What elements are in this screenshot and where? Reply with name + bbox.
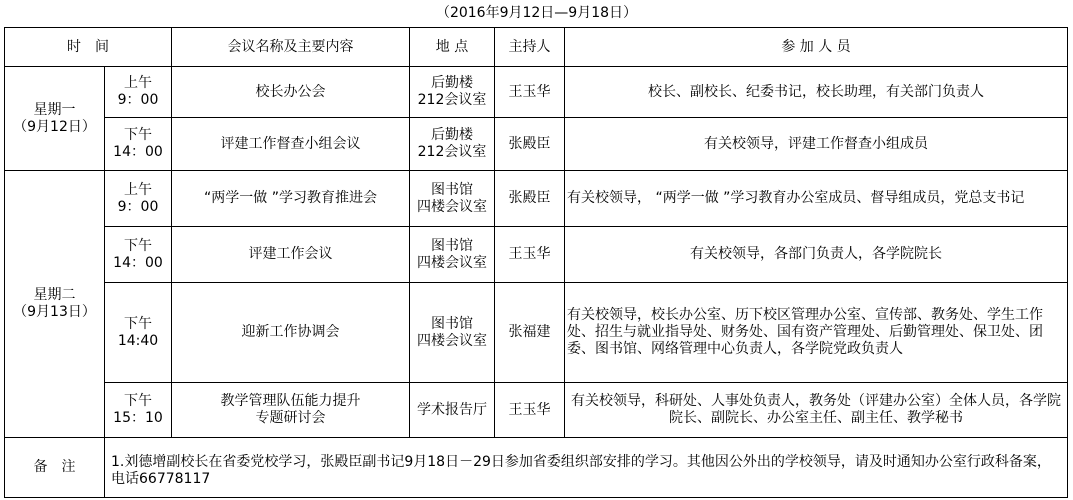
- meeting-name-cell: [172, 383, 410, 438]
- location-cell: [410, 283, 495, 383]
- header-time: 时 间: [5, 28, 172, 67]
- period-label: 下午: [124, 393, 152, 409]
- day-cell-monday: [5, 67, 105, 171]
- location-line: 212会议室: [417, 92, 487, 108]
- notes-text: 1.刘德增副校长在省委党校学习，张殿臣副书记9月18日－29日参加省委组织部安排的学习。其他因公外出的学校领导，请及时通知办公室行政科备案，电话66778117: [105, 438, 1068, 498]
- meeting-name: 评建工作会议: [172, 227, 410, 283]
- location-line: 四楼会议室: [417, 254, 487, 271]
- host-name: 张殿臣: [495, 118, 565, 171]
- table-row: [5, 383, 1068, 438]
- table-row: [5, 283, 1068, 383]
- host-name: 王玉华: [495, 67, 565, 118]
- period-label: 下午: [124, 237, 152, 254]
- header-meeting: 会议名称及主要内容: [172, 28, 410, 67]
- time-cell: [105, 383, 172, 438]
- host-name: 张福建: [495, 283, 565, 383]
- participants-cell: 校长、副校长、纪委书记，校长助理，有关部门负责人: [565, 67, 1068, 118]
- header-row: [5, 28, 1068, 67]
- time-cell: [105, 227, 172, 283]
- host-name: 张殿臣: [495, 171, 565, 227]
- meeting-name-line: 教学管理队伍能力提升: [220, 393, 361, 409]
- host-name: 王玉华: [495, 227, 565, 283]
- location-cell: [410, 118, 495, 171]
- time-label: 14：00: [113, 254, 163, 271]
- participants-cell: 有关校领导，评建工作督查小组成员: [565, 118, 1068, 171]
- day-date: （9月12日）: [13, 118, 96, 135]
- header-participants: 参 加 人 员: [565, 28, 1068, 67]
- notes-row: [5, 438, 1068, 498]
- location-cell: [410, 67, 495, 118]
- meeting-name-line: 专题研讨会: [255, 410, 326, 426]
- meeting-name: 迎新工作协调会: [172, 283, 410, 383]
- time-label: 9：00: [117, 92, 159, 108]
- day-name: 星期一: [33, 101, 76, 118]
- date-range-caption: （2016年9月12日—9月18日）: [435, 5, 638, 21]
- location-cell: [410, 227, 495, 283]
- table-row: [5, 118, 1068, 171]
- header-location: 地 点: [410, 28, 495, 67]
- location-line: 后勤楼: [431, 127, 473, 143]
- participants-cell: 有关校领导，科研处、人事处负责人，教务处（评建办公室）全体人员，各学院院长、副院长、办公室主任、副主任、教学秘书: [565, 383, 1068, 438]
- notes-label: 备 注: [5, 438, 105, 498]
- table-row: [5, 67, 1068, 118]
- location-line: 四楼会议室: [417, 198, 487, 215]
- meeting-name: 评建工作督查小组会议: [172, 118, 410, 171]
- location-cell: 学术报告厅: [410, 383, 495, 438]
- day-cell-tuesday: [5, 171, 105, 438]
- participants-cell: 有关校领导， “两学一做 ”学习教育办公室成员、督导组成员，党总支书记: [565, 171, 1068, 227]
- period-label: 上午: [124, 181, 152, 198]
- participants-cell: 有关校领导，各部门负责人，各学院院长: [565, 227, 1068, 283]
- period-label: 上午: [124, 75, 152, 91]
- table-row: [5, 227, 1068, 283]
- location-line: 图书馆: [431, 237, 473, 254]
- day-name: 星期二: [33, 287, 76, 303]
- time-cell: [105, 118, 172, 171]
- time-label: 9：00: [117, 198, 159, 215]
- host-name: 王玉华: [495, 383, 565, 438]
- time-cell: [105, 67, 172, 118]
- location-line: 212会议室: [417, 144, 487, 160]
- time-label: 14:40: [117, 332, 159, 349]
- location-line: 四楼会议室: [417, 332, 487, 349]
- header-host: 主持人: [495, 28, 565, 67]
- meeting-schedule-table: [4, 27, 1068, 498]
- location-line: 后勤楼: [431, 75, 473, 91]
- location-line: 图书馆: [431, 315, 473, 332]
- period-label: 下午: [124, 315, 152, 332]
- meeting-name: “两学一做 ”学习教育推进会: [172, 171, 410, 227]
- time-label: 15：10: [113, 410, 163, 426]
- location-line: 图书馆: [431, 181, 473, 198]
- time-label: 14：00: [113, 144, 163, 160]
- participants-cell: 有关校领导，校长办公室、历下校区管理办公室、宣传部、教务处、学生工作处、招生与就业指导处、财务处、国有资产管理处、后勤管理处、保卫处、团委、图书馆、网络管理中心负责人，各学院党政负责人: [565, 283, 1068, 383]
- day-date: （9月13日）: [13, 304, 96, 320]
- time-cell: [105, 283, 172, 383]
- time-cell: [105, 171, 172, 227]
- period-label: 下午: [124, 127, 152, 143]
- table-row: [5, 171, 1068, 227]
- meeting-name: 校长办公会: [172, 67, 410, 118]
- location-cell: [410, 171, 495, 227]
